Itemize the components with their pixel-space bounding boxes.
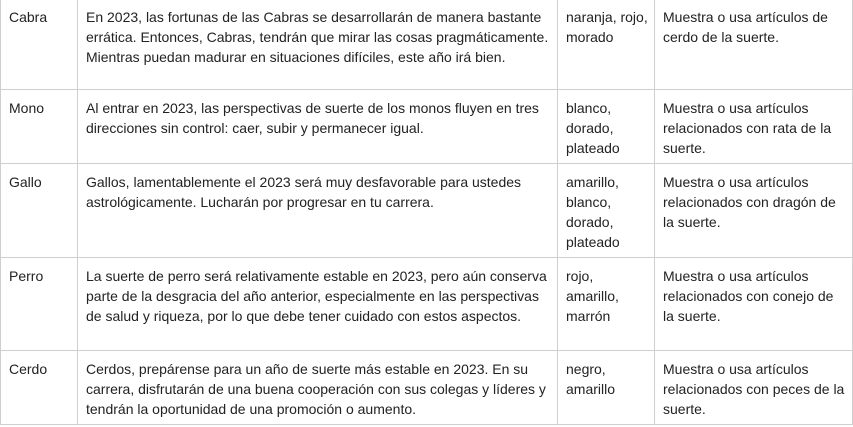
- colors-cell: naranja, rojo, morado: [558, 0, 655, 89]
- advice-cell: Muestra o usa artículos relacionados con dragón de la suerte.: [655, 163, 853, 257]
- animal-cell: Cabra: [1, 0, 78, 89]
- animal-cell: Perro: [1, 257, 78, 350]
- colors-cell: rojo, amarillo, marrón: [558, 257, 655, 350]
- colors-cell: negro, amarillo: [558, 350, 655, 424]
- advice-cell: Muestra o usa artículos relacionados con conejo de la suerte.: [655, 257, 853, 350]
- table-row: [1, 257, 853, 350]
- table-row: [1, 89, 853, 163]
- table-row: [1, 0, 853, 89]
- fortune-cell: Cerdos, prepárense para un año de suerte más estable en 2023. En su carrera, disfrutarán de una buena cooperación con sus colegas y líderes y tendrán la oportunidad de una promoción o aumento.: [78, 350, 558, 424]
- animal-cell: Mono: [1, 89, 78, 163]
- advice-cell: Muestra o usa artículos de cerdo de la suerte.: [655, 0, 853, 89]
- fortune-cell: Gallos, lamentablemente el 2023 será muy desfavorable para ustedes astrológicamente. Lucharán por progresar en tu carrera.: [78, 163, 558, 257]
- advice-cell: Muestra o usa artículos relacionados con peces de la suerte.: [655, 350, 853, 424]
- animal-cell: Cerdo: [1, 350, 78, 424]
- advice-cell: Muestra o usa artículos relacionados con rata de la suerte.: [655, 89, 853, 163]
- animal-cell: Gallo: [1, 163, 78, 257]
- colors-cell: amarillo, blanco, dorado, plateado: [558, 163, 655, 257]
- fortune-cell: En 2023, las fortunas de las Cabras se desarrollarán de manera bastante errática. Entonces, Cabras, tendrán que mirar las cosas pragmáticamente. Mientras puedan madurar en situaciones difíciles, este año irá bien.: [78, 0, 558, 89]
- fortune-cell: Al entrar en 2023, las perspectivas de suerte de los monos fluyen en tres direcciones sin control: caer, subir y permanecer igual.: [78, 89, 558, 163]
- table-row: [1, 350, 853, 424]
- fortune-cell: La suerte de perro será relativamente estable en 2023, pero aún conserva parte de la desgracia del año anterior, especialmente en las perspectivas de salud y riqueza, por lo que debe tener cuidado con estos aspectos.: [78, 257, 558, 350]
- table-row: [1, 163, 853, 257]
- colors-cell: blanco, dorado, plateado: [558, 89, 655, 163]
